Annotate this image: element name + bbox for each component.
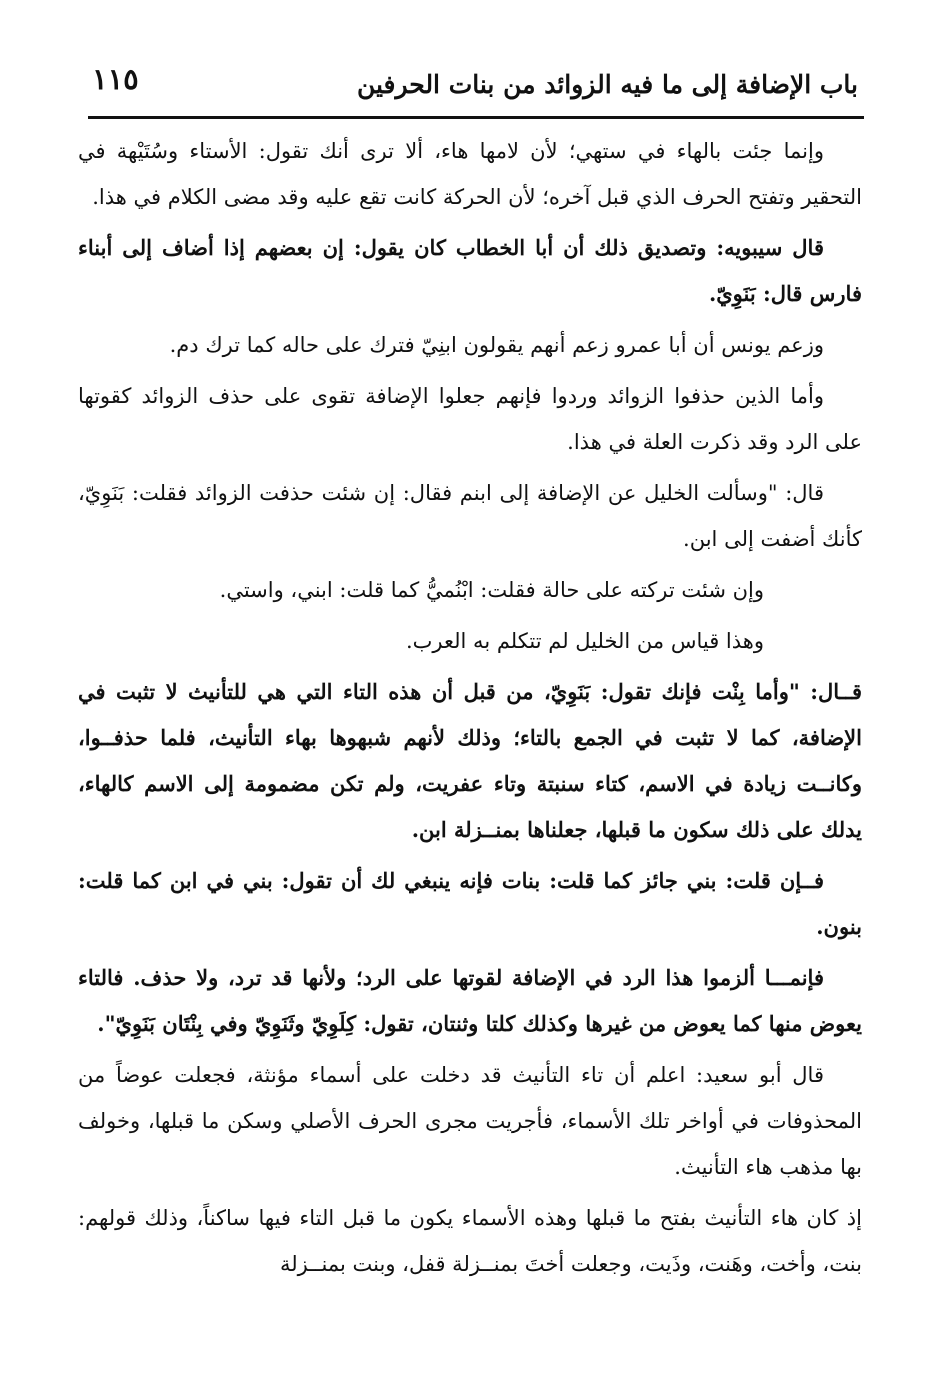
paragraph: وإنما جئت بالهاء في ستهي؛ لأن لامها هاء، ألا ترى أنك تقول: الأستاء وسُتَيْهة في التحقير وتفتح الحرف الذي قبل آخره؛ لأن الحركة كانت تقع عليه وقد مضى الكلام في هذا. bbox=[78, 139, 862, 209]
paragraph: وأما الذين حذفوا الزوائد وردوا فإنهم جعلوا الإضافة تقوى على حذف الزوائد كقوتها على الرد وقد ذكرت العلة في هذا. bbox=[78, 384, 862, 454]
page-header bbox=[88, 58, 864, 114]
paragraph: قــال: "وأما بِنْت فإنك تقول: بَنَوِيّ، من قبل أن هذه التاء التي هي للتأنيث لا تثبت في الإضافة، كما لا تثبت في الجمع بالتاء؛ وذلك لأنهم شبهوها بهاء التأنيث، فلما حذفــوا، وكانــت زيادة في الاسم، كتاء سنبتة وتاء عفريت، ولم تكن مضمومة إلى الاسم كالهاء، يدلك على ذلك سكون ما قبلها، جعلناها بمنــزلة ابن. bbox=[78, 679, 862, 842]
header-rule bbox=[88, 116, 864, 119]
running-title: باب الإضافة إلى ما فيه الزوائد من بنات الحرفين bbox=[356, 70, 858, 99]
paragraph: وهذا قياس من الخليل لم تتكلم به العرب. bbox=[405, 629, 764, 653]
paragraph: إذ كان هاء التأنيث بفتح ما قبلها وهذه الأسماء يكون ما قبل التاء فيها ساكناً، وذلك قولهم: بنت، وأخت، وهَنت، وذَيت، وجعلت أختَ بمنــزلة قفل، وبنت بمنــزلة bbox=[78, 1206, 862, 1276]
paragraph: وزعم يونس أن أبا عمرو زعم أنهم يقولون ابنِيّ فترك على حاله كما ترك دم. bbox=[169, 333, 824, 357]
paragraph: قال أبو سعيد: اعلم أن تاء التأنيث قد دخلت على أسماء مؤنثة، فجعلت عوضاً من المحذوفات في أواخر تلك الأسماء، فأجريت مجرى الحرف الأصلي وسكن ما قبلها، وخولف بها مذهب هاء التأنيث. bbox=[78, 1063, 862, 1179]
page-number: ١١٥ bbox=[92, 62, 139, 96]
paragraph: فــإن قلت: بني جائز كما قلت: بنات فإنه ينبغي لك أن تقول: بني في ابن كما قلت: بنون. bbox=[78, 868, 862, 939]
paragraph: وإن شئت تركته على حالة فقلت: ابْنُميُّ كما قلت: ابني، واستي. bbox=[219, 578, 764, 602]
body-text bbox=[78, 128, 862, 1292]
paragraph: قال: "وسألت الخليل عن الإضافة إلى ابنم فقال: إن شئت حذفت الزوائد فقلت: بَنَوِيّ، كأنك أضفت إلى ابن. bbox=[78, 481, 862, 551]
paragraph: قال سيبويه: وتصديق ذلك أن أبا الخطاب كان يقول: إن بعضهم إذا أضاف إلى أبناء فارس قال: بَنَوِيّ. bbox=[78, 235, 862, 306]
paragraph: فإنمـــا ألزموا هذا الرد في الإضافة لقوتها على الرد؛ ولأنها قد ترد، ولا حذف. فالتاء يعوض منها كما يعوض من غيرها وكذلك كلتا وثنتان، تقول: كِلَوِيّ وثَنَوِيّ وفي بِنْتَان بَنَوِيّ". bbox=[78, 965, 862, 1036]
